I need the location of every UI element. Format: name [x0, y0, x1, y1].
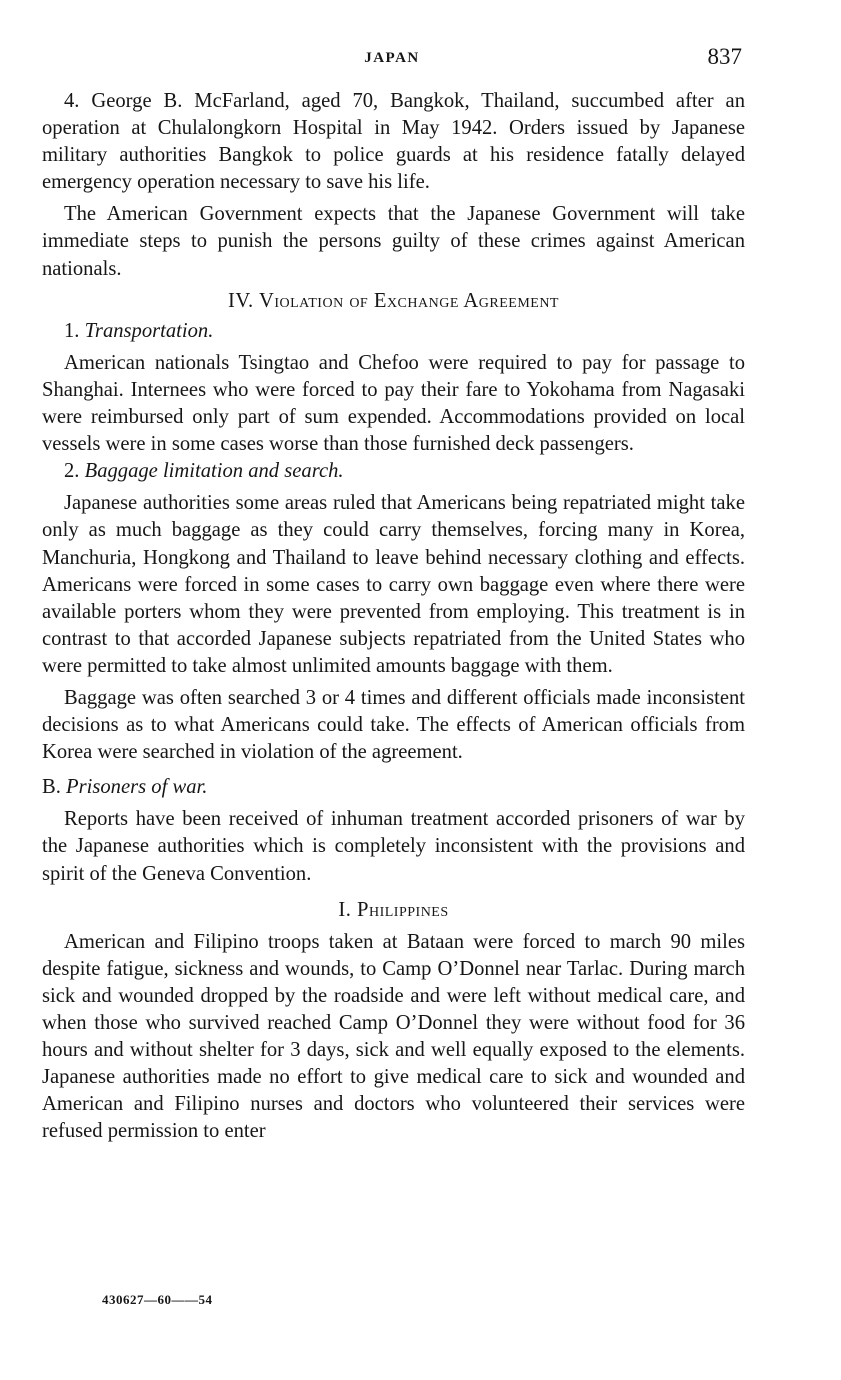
subheading-title: Transportation.	[84, 319, 214, 342]
running-title: JAPAN	[364, 50, 420, 66]
paragraph-baggage-limitation: Japanese authorities some areas ruled that Americans being repatriated might take only as much baggage as they could carry themselves, forcing many in Korea, Manchuria, Hongkong and Thailand to leave behind necessary clothing and effects. Americans were forced in some cases to carry own baggage even where there were available porters whom they were prevented from employing. This treatment is in contrast to that accorded Japanese subjects repatriated from the United States who were permitted to take almost unlimited amounts baggage with them.	[42, 492, 745, 677]
subheading-number: 1.	[64, 319, 80, 342]
section-heading-prisoners	[42, 774, 745, 801]
paragraph-mcfarland: 4. George B. McFarland, aged 70, Bangkok, Thailand, succumbed after an operation at Chulalongkorn Hospital in May 1942. Orders issued by Japanese military authorities Bangkok to police guards at his residence fatally delayed emergency operation necessary to save his life.	[42, 90, 745, 194]
print-code: 430627—60——54	[102, 1292, 213, 1307]
subheading-title: Baggage limitation and search.	[84, 460, 344, 483]
section-title: Prisoners of war.	[66, 776, 208, 799]
page-header	[42, 44, 742, 78]
section-heading-iv: IV. Violation of Exchange Agreement	[227, 289, 559, 312]
section-letter: B.	[42, 776, 61, 799]
paragraph-transportation: American nationals Tsingtao and Chefoo were required to pay for passage to Shanghai. Internees who were forced to pay their fare to Yokohama from Nagasaki were reimbursed only part of sum expended. Accommodations provided on local vessels were in some cases worse than those furnished deck passengers.	[42, 351, 745, 456]
paragraph-baggage-search: Baggage was often searched 3 or 4 times and different officials made inconsistent decisions as to what Americans could take. The effects of American officials from Korea were searched in violation of the agreement.	[42, 686, 745, 764]
body-text	[42, 88, 745, 1145]
paragraph-government-expects: The American Government expects that the Japanese Government will take immediate steps to punish the persons guilty of these crimes against American nationals.	[42, 203, 745, 280]
page-number: 837	[707, 44, 742, 69]
paragraph-philippines: American and Filipino troops taken at Bataan were forced to march 90 miles despite fatigue, sickness and wounds, to Camp O’Donnel near Tarlac. During march sick and wounded dropped by the roadside and were left without medical care, and when those who survived reached Camp O’Donnel they were without food for 36 hours and without shelter for 3 days, sick and well equally exposed to the elements. Japanese authorities made no effort to give medical care to sick and wounded and American and Filipino nurses and doctors who volunteered their services were refused permission to enter	[42, 930, 745, 1143]
subheading-transportation	[42, 318, 745, 345]
subheading-number: 2.	[64, 460, 80, 483]
subheading-baggage	[42, 458, 745, 485]
section-heading-philippines: I. Philippines	[338, 898, 449, 921]
paragraph-prisoners: Reports have been received of inhuman treatment accorded prisoners of war by the Japanese authorities which is completely inconsistent with the provisions and spirit of the Geneva Convention.	[42, 808, 745, 885]
